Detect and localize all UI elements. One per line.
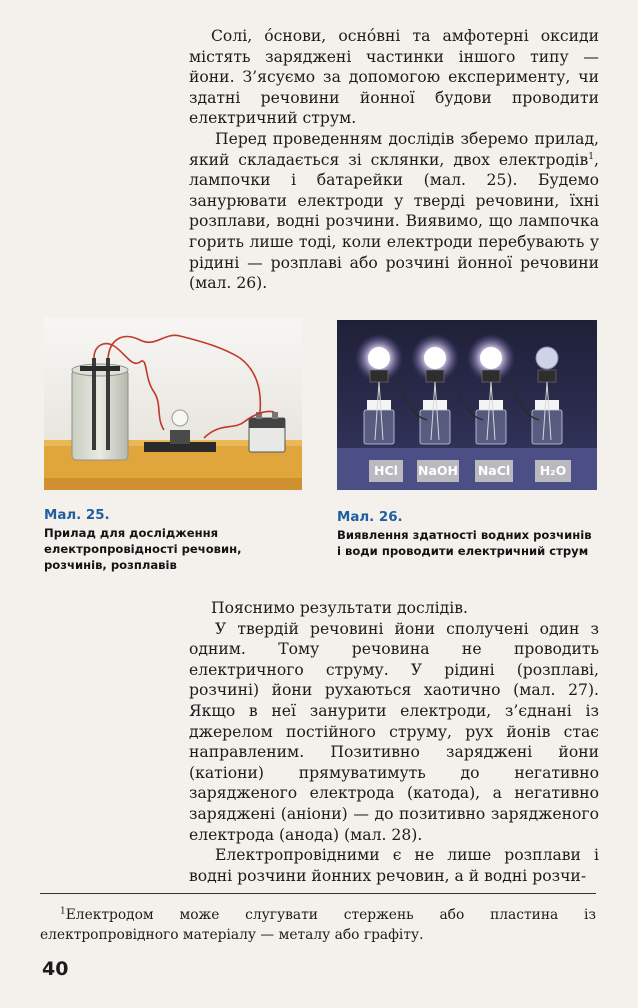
figure-25-image [44,318,302,490]
paragraph: Перед проведенням дослідів зберемо прилад, який складається зі склянки, двох електродів$^1$, лампочки і батарейки (мал. 25). Будемо занурювати електроди у тверді речовини, їхні розплави, водні розчини. Виявимо, що лампочка горить лише тоді, коли електроди перебувають у рідині — розплаві або розчині йонної речовини (мал. 26). [189,129,599,293]
footnote-mark: 1 [60,906,66,917]
caption-text: Виявлення здатності водних розчинів і води проводити електричний струм [337,528,592,558]
label-naoh: NaOH [417,460,459,482]
bulb-lit-icon [368,347,390,369]
footnote-divider [40,893,596,894]
paragraph: Пояснимо результати дослідів. [211,599,468,617]
figure-number: Мал. 26. [337,510,403,525]
figure-26-image [337,320,597,490]
footnote-mark: 1 [588,151,595,162]
footnote-text: Електродом може слугувати стержень або пластина із електропровідного матеріалу — металу або графіту. [40,907,596,943]
intro-text [189,26,599,294]
caption-text: Прилад для дослідження електропровідності речовин, розчинів, розплавів [44,526,242,572]
figure-25-caption [44,508,284,573]
page-number: 40 [42,958,69,980]
bulb-lit-icon [424,347,446,369]
paragraph: Електропровідними є не лише розплави і водні розчини йонних речовин, а й водні розчи- [189,846,599,885]
bulb-lit-icon [480,347,502,369]
paragraph: Солі, о́снови, осно́вні та амфотерні оксиди містять заряджені частинки іншого типу — йони. З’ясуємо за допомогою експерименту, чи здатні речовини йонної будови проводити електричний струм. [189,27,599,128]
label-nacl: NaCl [475,460,513,482]
figure-number: Мал. 25. [44,508,110,523]
bulb-off-icon [536,347,558,369]
paragraph-text: лампочки і батарейки (мал. 25). Будемо занурювати електроди у тверді речовини, їхні розплави, водні розчини. Виявимо, що лампочка горить лише тоді, коли електроди перебувають у рідині — розплаві або розчині йонної речовини (мал. 26). [189,171,599,293]
footnote [40,905,596,945]
label-h2o: H₂O [535,460,571,482]
paragraph-text: Перед проведенням дослідів зберемо прилад, який складається зі склянки, двох електродів [189,129,599,169]
figure-26-caption [337,510,599,559]
label-hcl: HCl [369,460,403,482]
paragraph: У твердій речовині йони сполучені один з одним. Тому речовина не проводить електричного струму. У рідині (розплаві, розчині) йони рухаються хаотично (мал. 27). Якщо в неї занурити електроди, з’єднані із джерелом постійного струму, рух йонів стає направленим. Позитивно заряджені йони (катіони) прямуватимуть до негативно зарядженого електрода (катода), а негативно заряджені (аніони) — до позитивно зарядженого електрода (анода) (мал. 28). [189,619,599,844]
body-text [189,598,599,886]
